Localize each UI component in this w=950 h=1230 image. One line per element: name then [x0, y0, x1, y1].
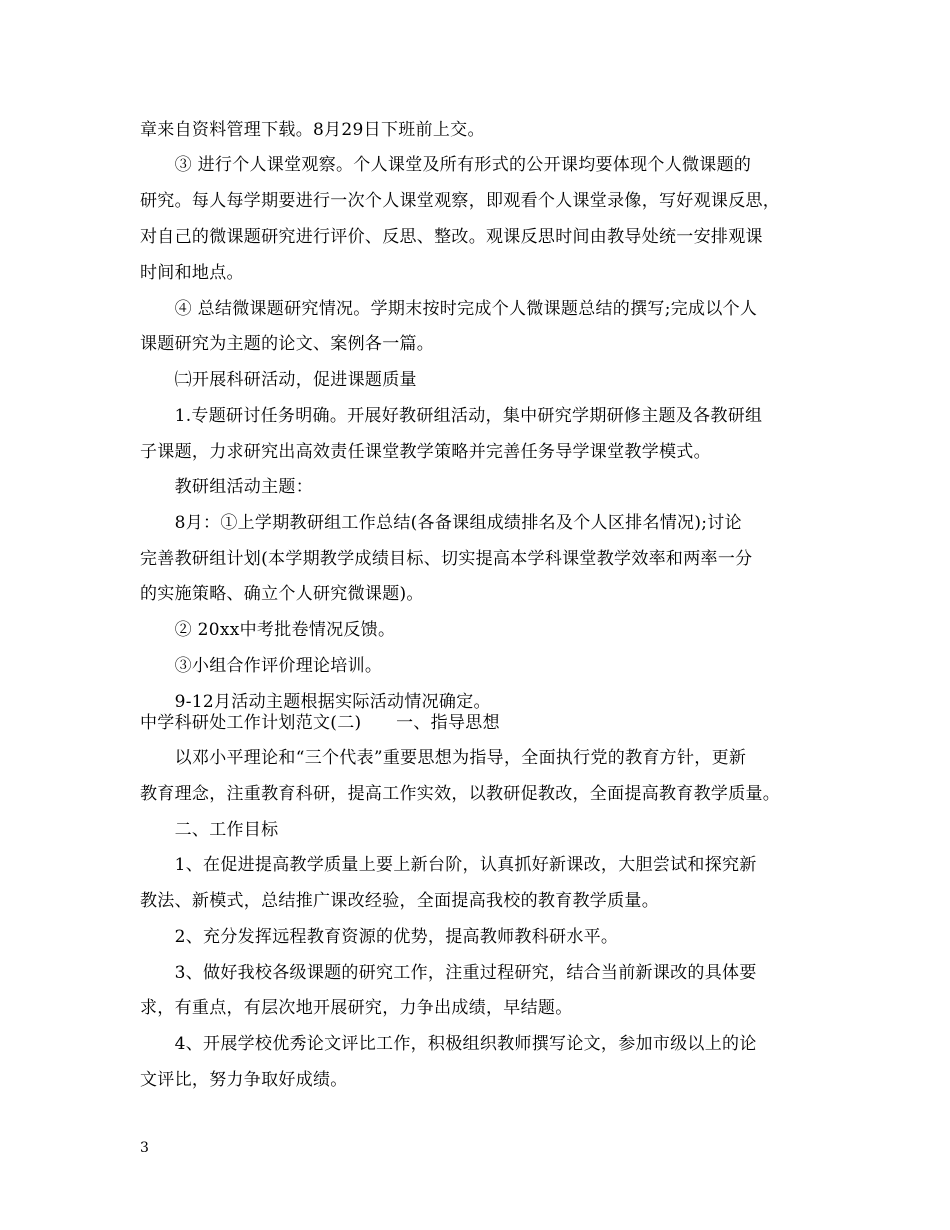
text-line: 完善教研组计划(本学期教学成绩目标、切实提高本学科课堂教学效率和两率一分	[140, 549, 753, 569]
text-line: ③ 进行个人课堂观察。个人课堂及所有形式的公开课均要体现个人微课题的	[140, 155, 752, 175]
section-heading: ㈡开展科研活动，促进课题质量	[140, 370, 417, 390]
text-line: 3、做好我校各级课题的研究工作，注重过程研究，结合当前新课改的具体要	[140, 963, 757, 983]
text-line: 求，有重点，有层次地开展研究，力争出成绩，早结题。	[140, 998, 573, 1018]
text-line: 以邓小平理论和“三个代表”重要思想为指导，全面执行党的教育方针，更新	[140, 748, 747, 768]
text-line: ② 20xx中考批卷情况反馈。	[140, 620, 396, 640]
text-line: ④ 总结微课题研究情况。学期末按时完成个人微课题总结的撰写;完成以个人	[140, 299, 758, 319]
text-line: 教育理念，注重教育科研，提高工作实效，以教研促教改，全面提高教育教学质量。	[140, 784, 781, 804]
section-heading: 二、工作目标	[140, 820, 279, 840]
text-line: 9-12月活动主题根据实际活动情况确定。	[140, 692, 491, 712]
text-line: 时间和地点。	[140, 263, 244, 283]
text-line: 4、开展学校优秀论文评比工作，积极组织教师撰写论文，参加市级以上的论	[140, 1034, 757, 1054]
text-line: 8月：①上学期教研组工作总结(各备课组成绩排名及个人区排名情况);讨论	[140, 513, 742, 533]
text-line: 教法、新模式，总结推广课改经验，全面提高我校的教育教学质量。	[140, 891, 659, 911]
text-line: ③小组合作评价理论培训。	[140, 656, 383, 676]
text-line: 2、充分发挥远程教育资源的优势，提高教师教科研水平。	[140, 927, 619, 947]
text-line: 章来自资料管理下载。8月29日下班前上交。	[140, 120, 485, 140]
text-line: 教研组活动主题：	[140, 477, 313, 497]
text-line: 的实施策略、确立个人研究微课题)。	[140, 584, 424, 604]
text-line: 研究。每人每学期要进行一次个人课堂观察，即观看个人课堂录像，写好观课反思，	[140, 191, 781, 211]
text-line: 对自己的微课题研究进行评价、反思、整改。观课反思时间由教导处统一安排观课	[140, 227, 763, 247]
page-number: 3	[140, 1140, 149, 1156]
text-line: 子课题，力求研究出高效责任课堂教学策略并完善任务导学课堂教学模式。	[140, 442, 711, 462]
text-line: 文评比，努力争取好成绩。	[140, 1070, 348, 1090]
section-title: 中学科研处工作计划范文(二) 一、指导思想	[140, 713, 500, 733]
text-line: 1.专题研讨任务明确。开展好教研组活动，集中研究学期研修主题及各教研组	[140, 406, 763, 426]
text-line: 1、在促进提高教学质量上要上新台阶，认真抓好新课改，大胆尝试和探究新	[140, 855, 757, 875]
text-line: 课题研究为主题的论文、案例各一篇。	[140, 334, 435, 354]
